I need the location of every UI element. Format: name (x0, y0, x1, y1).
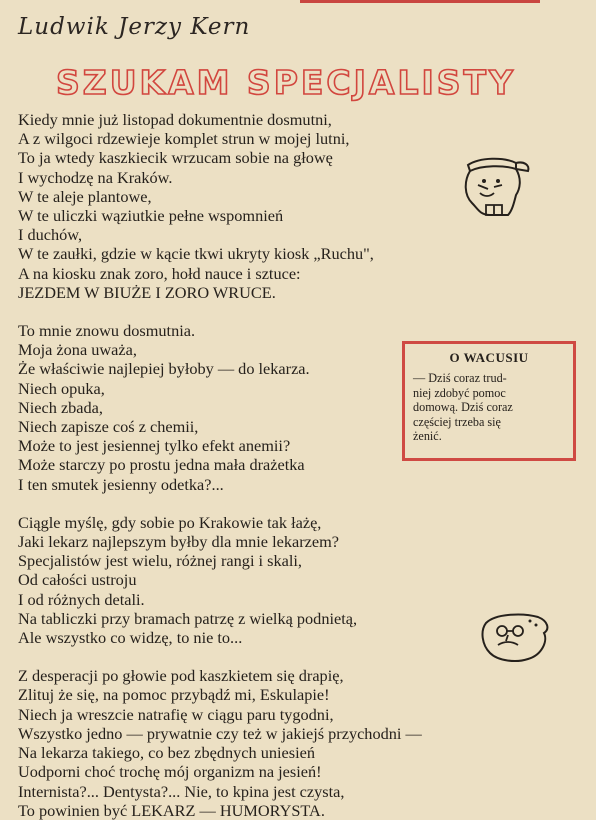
poem-line: I wychodzę na Kraków. (18, 167, 173, 187)
poem-line: Kiedy mnie już listopad dokumentnie dosmutni, (18, 110, 332, 129)
cartoon-face-glasses-icon (478, 611, 552, 665)
poem-line: JEZDEM W BIUŻE I ZORO WRUCE. (18, 282, 276, 302)
poem-line: Niech ja wreszcie natrafię w ciągu paru tygodni, (18, 704, 334, 724)
poem-line: Ciągle myślę, gdy sobie po Krakowie tak łażę, (18, 512, 322, 532)
poem-line: Niech zapisze coś z chemii, (18, 417, 199, 437)
top-red-rule (300, 0, 540, 3)
sidebar-line: niej zdobyć pomoc (413, 385, 506, 400)
poem-line: I duchów, (18, 225, 83, 245)
sidebar-line: częściej trzeba się (413, 414, 501, 429)
poem-line: W te aleje plantowe, (18, 186, 152, 206)
stanza-gap (18, 494, 578, 513)
poem-line: Internista?... Dentysta?... Nie, to kpina jest czysta, (18, 781, 345, 801)
stanza-4 (18, 666, 578, 820)
poem-line: Moja żona uważa, (18, 340, 137, 360)
poem-line: W te uliczki wąziutkie pełne wspomnień (18, 206, 284, 226)
author-name: Ludwik Jerzy Kern (18, 14, 251, 40)
poem-line: Może starczy po prostu jedna mała drażetka (18, 455, 305, 475)
poem-line: I od różnych detali. (18, 589, 145, 609)
poem-line: A z wilgoci rdzewieje komplet strun w mojej lutni, (18, 129, 350, 149)
poem-line: To ja wtedy kaszkiecik wrzucam sobie na głowę (18, 148, 333, 168)
poem-title: SZUKAM SPECJALISTY (56, 63, 516, 102)
poem-line: To powinien być LEKARZ — HUMORYSTA. (18, 800, 325, 820)
sidebar-line: domową. Dziś coraz (413, 400, 513, 414)
poem-line: Że właściwie najlepiej byłoby — do lekarza. (18, 359, 310, 379)
poem-line: Zlituj że się, na pomoc przybądź mi, Eskulapie! (18, 685, 330, 705)
sidebar-title: O WACUSIU (449, 350, 529, 365)
poem-line: I ten smutek jesienny odetka?... (18, 474, 224, 494)
poem-line: Z desperacji po głowie pod kaszkietem się drapię, (18, 666, 344, 686)
sidebar-line: żenić. (413, 429, 442, 443)
poem-line: A na kiosku znak zoro, hołd nauce i sztuce: (18, 263, 301, 283)
poem-line: Specjalistów jest wielu, różnej rangi i skali, (18, 551, 302, 571)
poem-line: Na lekarza takiego, co bez zbędnych uniesień (18, 743, 315, 763)
poem-line: Wszystko jedno — prywatnie czy też w jakiejś przychodni — (18, 723, 422, 743)
poem-line: Jaki lekarz najlepszym byłby dla mnie lekarzem? (18, 532, 339, 552)
poem-line: To mnie znowu dosmutnia. (18, 321, 196, 341)
sidebar-box-wacus (402, 341, 576, 461)
poem-line: Niech opuka, (18, 378, 105, 398)
cartoon-face-cap-icon (460, 155, 534, 221)
poem-line: Ale wszystko co widzę, to nie to... (18, 628, 243, 648)
poem-line: Uodporni choć trochę mój organizm na jesień! (18, 762, 322, 782)
poem-line: Od całości ustroju (18, 570, 137, 590)
poem-line: W te zaułki, gdzie w kącie tkwi ukryty kiosk „Ruchu", (18, 244, 374, 264)
poem-line: Na tabliczki przy bramach patrzę z wielką podnietą, (18, 608, 358, 628)
stanza-gap (18, 302, 578, 321)
sidebar-line: — Dziś coraz trud- (413, 371, 507, 385)
poem-line: Może to jest jesiennej tylko efekt anemii? (18, 436, 291, 456)
poem-line: Niech zbada, (18, 397, 103, 417)
